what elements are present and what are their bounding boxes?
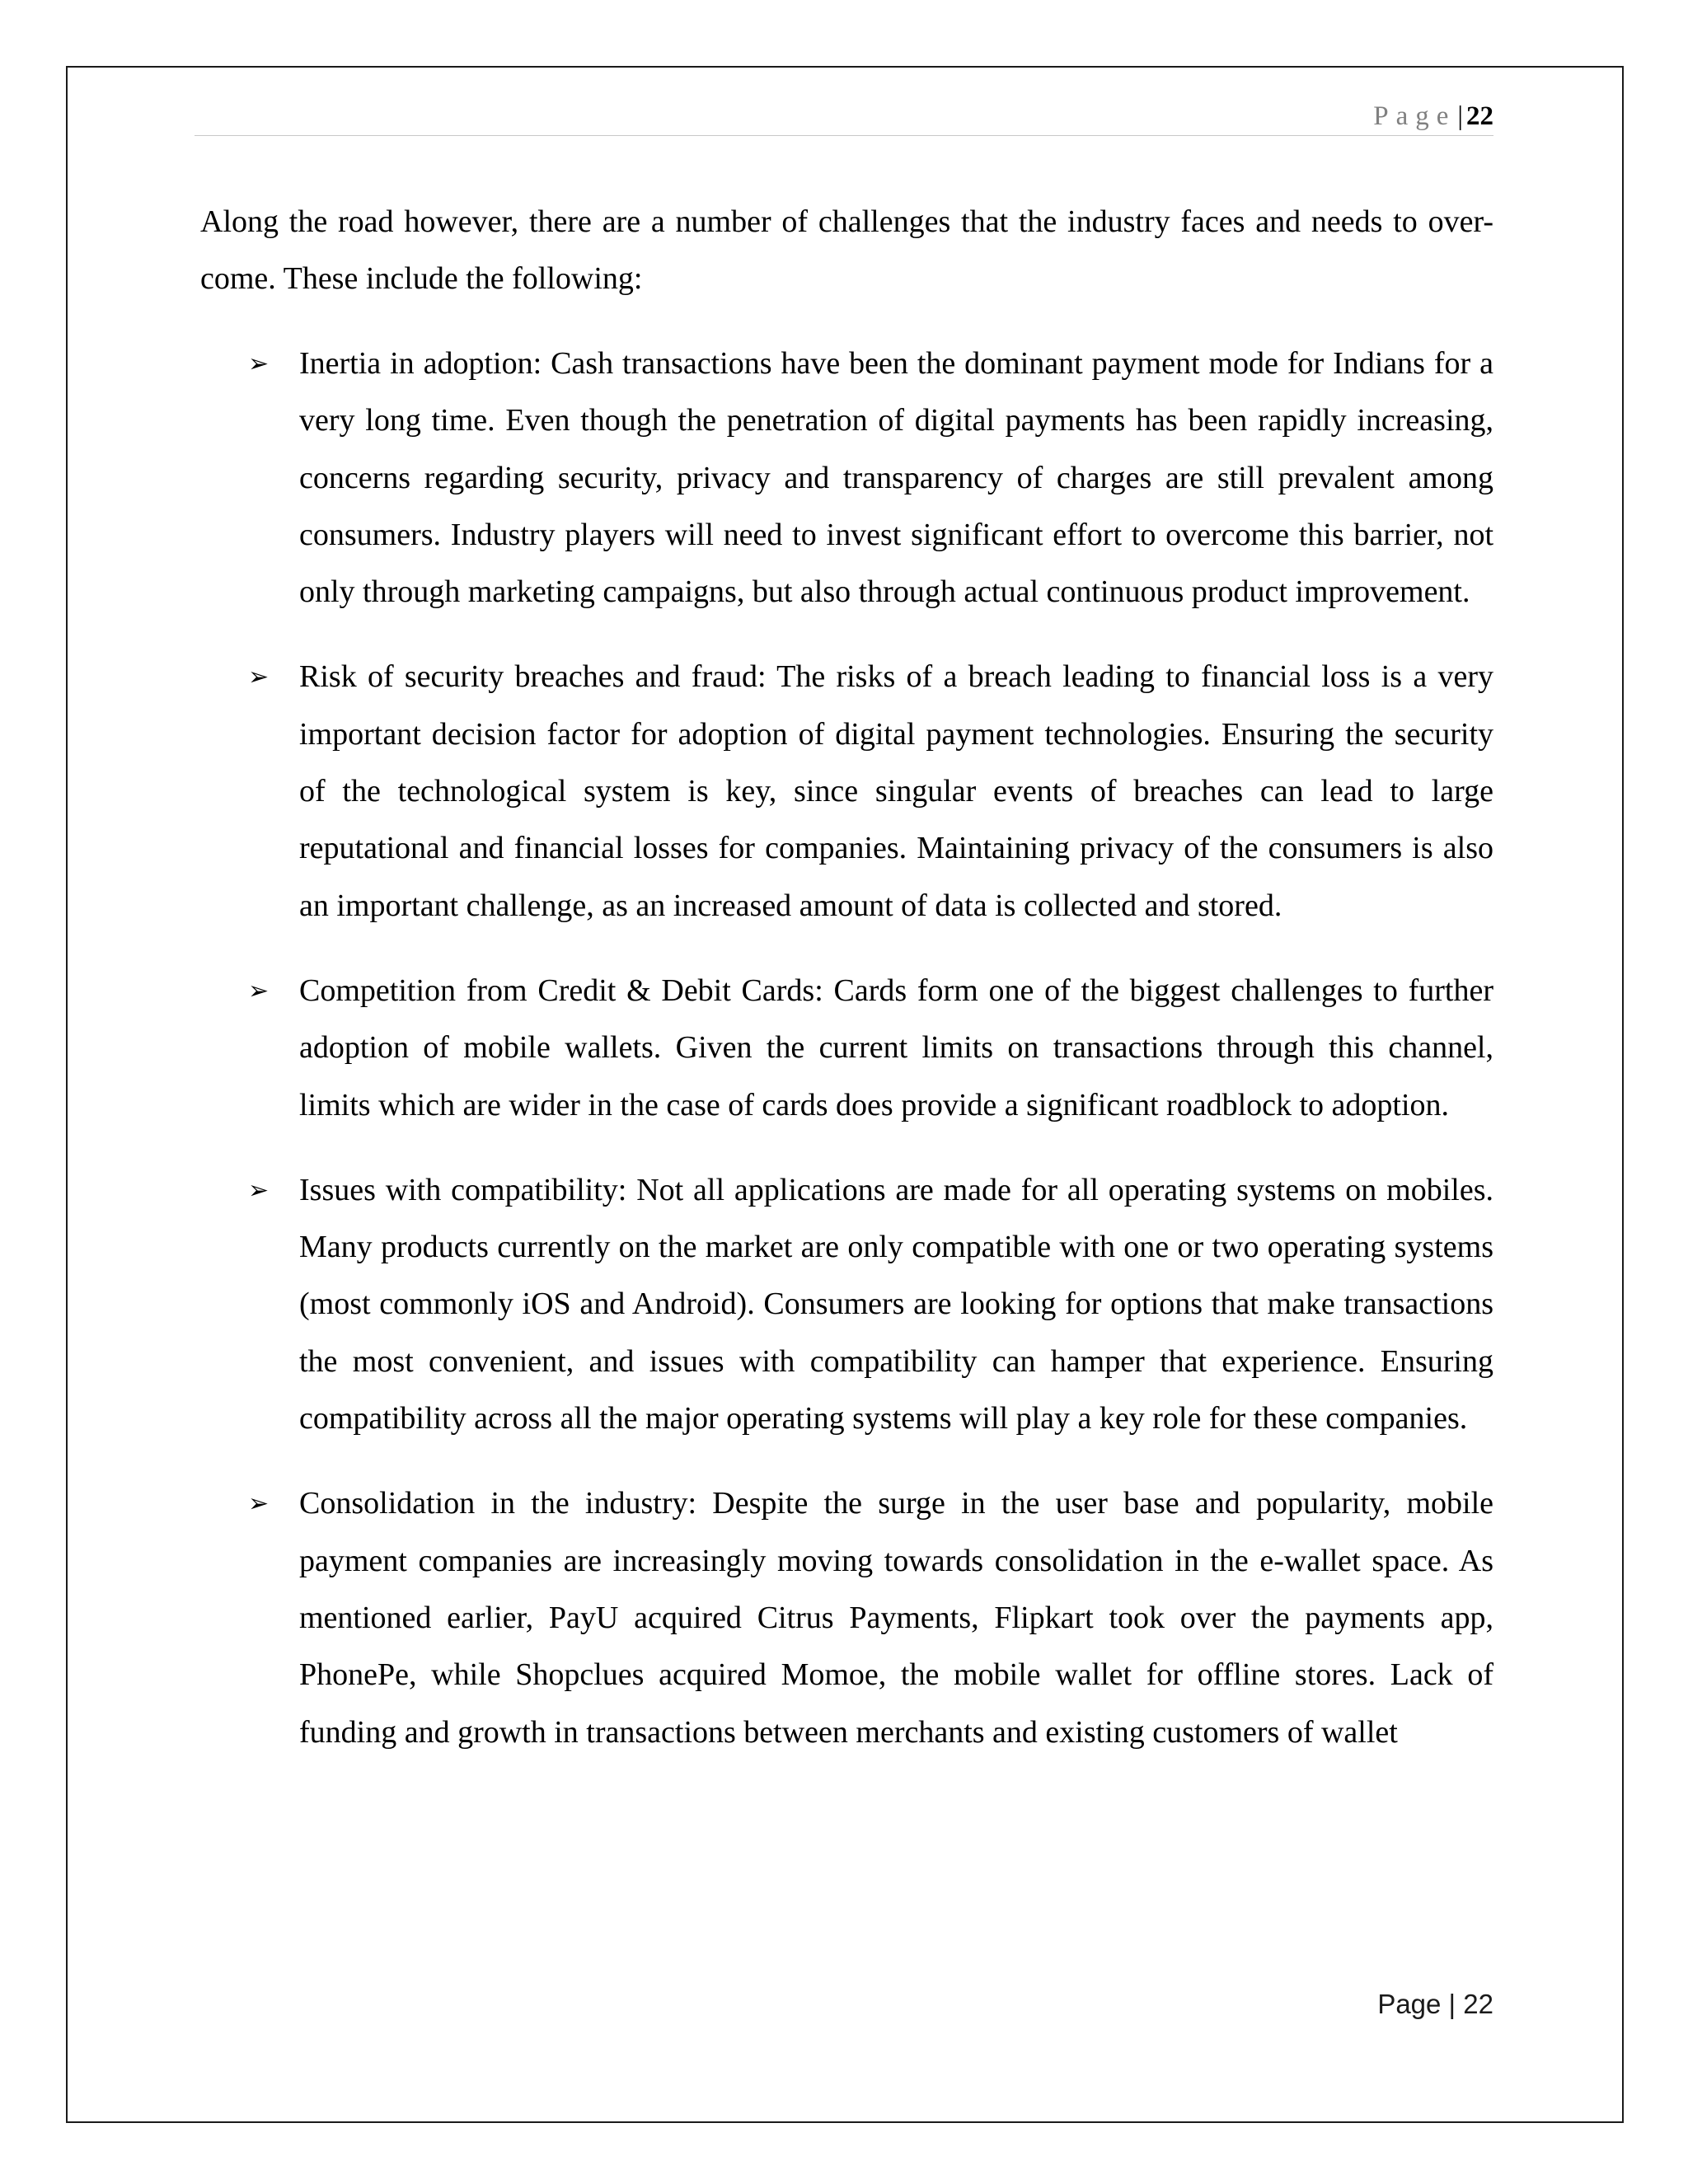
list-item-text: Competition from Credit & Debit Cards: Cards form one of the biggest challenges to further adoption of mobile wallets. Given the current limits on transactions through this channel, limits which are wider in the case of cards does provide a significant roadblock to adoption. — [299, 972, 1493, 1122]
challenges-list — [200, 335, 1493, 1761]
arrow-bullet-icon: ➢ — [248, 1489, 270, 1519]
page-footer: Page | 22 — [1377, 1989, 1493, 2019]
arrow-bullet-icon: ➢ — [248, 349, 270, 378]
list-item-text: Risk of security breaches and fraud: The risks of a breach leading to financial loss is a very important decision factor for adoption of digital payment technologies. Ensuring the security of the technological system is key, since singular events of breaches can lead to large reputational and financial losses for companies. Maintaining privacy of the consumers is also an important challenge, as an increased amount of data is collected and stored. — [299, 659, 1493, 923]
list-item-text: Consolidation in the industry: Despite the surge in the user base and popularity, mobile payment companies are increasingly moving towards consolidation in the e-wallet space. As mentioned earlier, PayU acquired Citrus Payments, Flipkart took over the payments app, PhonePe, while Shopclues acquired Momoe, the mobile wallet for offline stores. Lack of funding and growth in transactions between merchants and existing customers of wallet — [299, 1486, 1493, 1750]
page-content — [200, 194, 1493, 1789]
header-separator: | — [1457, 101, 1463, 131]
list-item — [200, 649, 1493, 934]
list-item-text: Issues with compatibility: Not all applications are made for all operating systems on mobiles. Many products currently on the market are only compatible with one or two operating systems (most commonly iOS and Android). Consumers are looking for options that make transactions the most convenient, and issues with compatibility can hamper that experience. Ensuring compatibility across all the major operating systems will play a key role for these companies. — [299, 1172, 1493, 1436]
arrow-bullet-icon: ➢ — [248, 976, 270, 1005]
list-item — [200, 335, 1493, 621]
intro-paragraph: Along the road however, there are a number of challenges that the industry faces and needs to over-come. These include the following: — [200, 204, 1493, 296]
header-page-number: 22 — [1466, 101, 1493, 131]
list-item — [200, 1162, 1493, 1447]
list-item — [200, 963, 1493, 1134]
list-item-text: Inertia in adoption: Cash transactions have been the dominant payment mode for Indians for a very long time. Even though the penetration of digital payments has been rapidly increasing, concerns regarding security, privacy and transparency of charges are still prevalent among consumers. Industry players will need to invest significant effort to overcome this barrier, not only through marketing campaigns, but also through actual continuous product improvement. — [299, 346, 1493, 610]
page-header — [195, 97, 1493, 136]
list-item — [200, 1475, 1493, 1760]
header-page-label: Page — [1373, 101, 1456, 131]
arrow-bullet-icon: ➢ — [248, 1175, 270, 1205]
arrow-bullet-icon: ➢ — [248, 663, 270, 692]
